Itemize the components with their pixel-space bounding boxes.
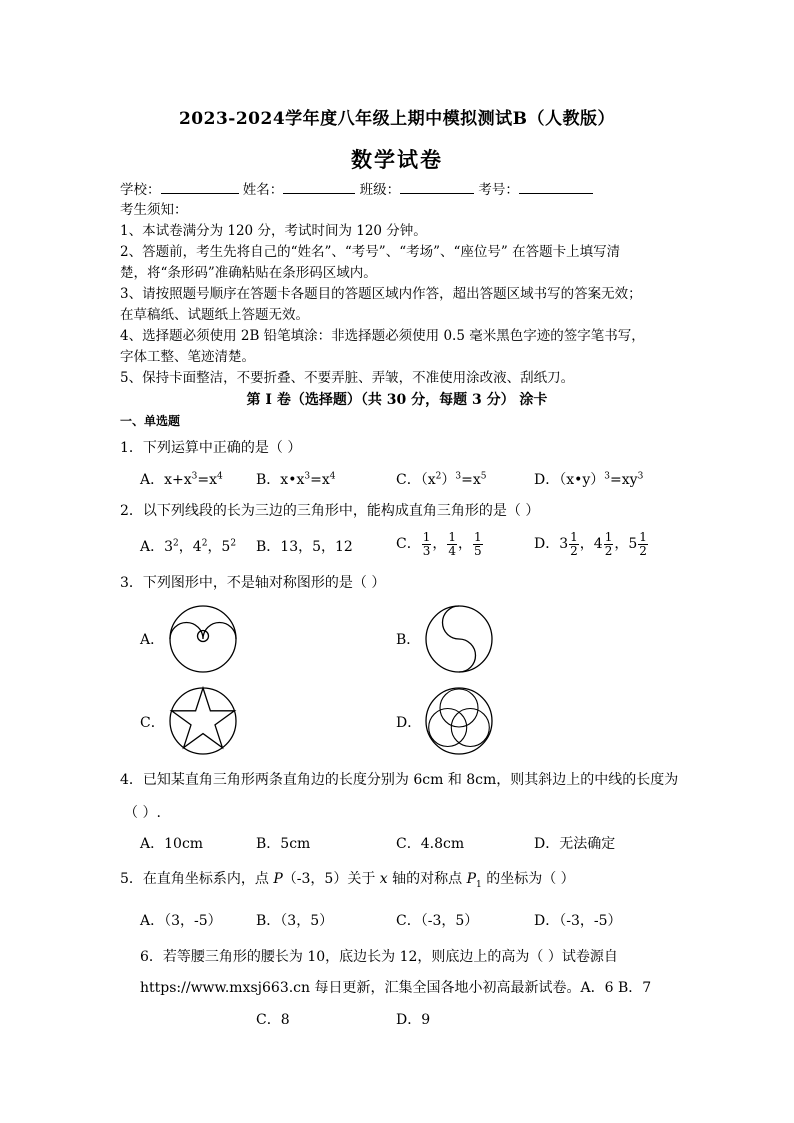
notice-line: 字体工整、笔迹清楚。: [120, 349, 255, 365]
q6-stem: 6．若等腰三角形的腰长为 10，底边长为 12，则底边上的高为（ ）试卷源自: [140, 949, 618, 965]
q2-stem: 2．以下列线段的长为三边的三角形中，能构成直角三角形的是（ ）: [120, 503, 540, 519]
q2-option-a[interactable]: A．$3^2$，$4^2$，$5^2$: [140, 538, 237, 555]
q5-stem: 5．在直角坐标系内，点 P（-3，5）关于 x 轴的对称点 $P_1$ 的坐标为（ ）: [120, 871, 575, 890]
q4-option-c[interactable]: C．4.8cm: [396, 836, 465, 852]
q5-option-b[interactable]: B．（3，5）: [256, 913, 334, 929]
section-title: 第 I 卷（选择题）（共 30 分，每题 3 分） 涂卡: [246, 392, 548, 408]
notice-line: 4、选择题必须使用 2B 铅笔填涂：非选择题必须使用 0.5 毫米黑色字迹的签字笔书写，: [120, 328, 645, 344]
q2-option-d[interactable]: D．3 $\frac{1}{2}$ ，4 $\frac{1}{2}$ ，5 $\frac{1}{2}$: [534, 529, 647, 558]
name-field[interactable]: [283, 180, 355, 194]
notice-line: 楚，将“条形码”准确粘贴在条形码区域内。: [120, 265, 377, 281]
q5-option-c[interactable]: C．（-3，5）: [396, 913, 479, 929]
q3-figure-b[interactable]: [423, 603, 495, 675]
q4-stem: 4．已知某直角三角形两条直角边的长度分别为 6cm 和 8cm，则其斜边上的中线的长度为: [120, 772, 679, 788]
class-label: 班级：: [359, 182, 401, 198]
exam-title: 2023-2024学年度八年级上期中模拟测试B（人教版）: [178, 109, 616, 129]
q3-option-d-label[interactable]: D．: [396, 715, 422, 731]
q2-option-c[interactable]: C． $\frac{1}{3}$ ， $\frac{1}{4}$ ， $\frac{1}{5}$: [396, 529, 482, 558]
exam-subtitle: 数学试卷: [351, 147, 443, 172]
q4-option-b[interactable]: B．5cm: [256, 836, 311, 852]
q3-option-a-label[interactable]: A．: [140, 632, 165, 648]
q1-option-b[interactable]: B．$x•x^3=x^4$: [256, 471, 336, 488]
q4-option-a[interactable]: A．10cm: [140, 836, 204, 852]
q4-option-d[interactable]: D．无法确定: [534, 836, 616, 852]
notice-line: 3、请按照题号顺序在答题卡各题目的答题区域内作答，超出答题区域书写的答案无效；: [120, 286, 642, 302]
q6-stem-cont: https://www.mxsj663.cn 每日更新，汇集全国各地小初高最新试卷。A．6 B．7: [140, 980, 652, 996]
q1-stem: 1．下列运算中正确的是（ ）: [120, 440, 302, 456]
name-label: 姓名：: [242, 182, 284, 198]
q6-option-d[interactable]: D．9: [396, 1012, 431, 1028]
exam-id-field[interactable]: [519, 180, 593, 194]
q6-option-c[interactable]: C．8: [256, 1012, 290, 1028]
section-part: 一、单选题: [120, 414, 181, 428]
notice-heading: 考生须知：: [120, 202, 188, 218]
class-field[interactable]: [400, 180, 474, 194]
notice-line: 1、本试卷满分为 120 分，考试时间为 120 分钟。: [120, 223, 427, 239]
q1-option-c[interactable]: C．$(x^2)^3=x^5$: [396, 471, 487, 488]
notice-line: 2、答题前，考生先将自己的“姓名”、“考号”、“考场”、“座位号” 在答题卡上填写清: [120, 244, 621, 260]
id-label: 考号：: [478, 182, 519, 198]
q3-option-c-label[interactable]: C．: [140, 715, 165, 731]
q3-option-b-label[interactable]: B．: [396, 632, 421, 648]
info-fields: [120, 180, 593, 201]
notice-line: 在草稿纸、试题纸上答题无效。: [120, 307, 309, 323]
school-label: 学校：: [120, 182, 161, 198]
q5-option-d[interactable]: D．（-3，-5）: [534, 913, 622, 929]
q4-stem-cont: （ ）.: [124, 805, 161, 821]
notice-line: 5、保持卡面整洁，不要折叠、不要弄脏、弄皱，不准使用涂改液、刮纸刀。: [120, 370, 575, 386]
q1-option-a[interactable]: A．$x+x^3=x^4$: [140, 471, 223, 488]
q3-stem: 3．下列图形中，不是轴对称图形的是（ ）: [120, 575, 386, 591]
q2-option-b[interactable]: B．13，5，12: [256, 539, 353, 555]
q1-option-d[interactable]: D．$(x•y)^3=xy^3$: [534, 471, 644, 488]
q3-figure-d[interactable]: [423, 685, 495, 757]
q3-figure-c[interactable]: [167, 685, 239, 757]
school-field[interactable]: [161, 180, 239, 194]
q5-option-a[interactable]: A．（3，-5）: [140, 913, 222, 929]
notice-block: [120, 200, 645, 389]
q3-figure-a[interactable]: [167, 603, 239, 675]
